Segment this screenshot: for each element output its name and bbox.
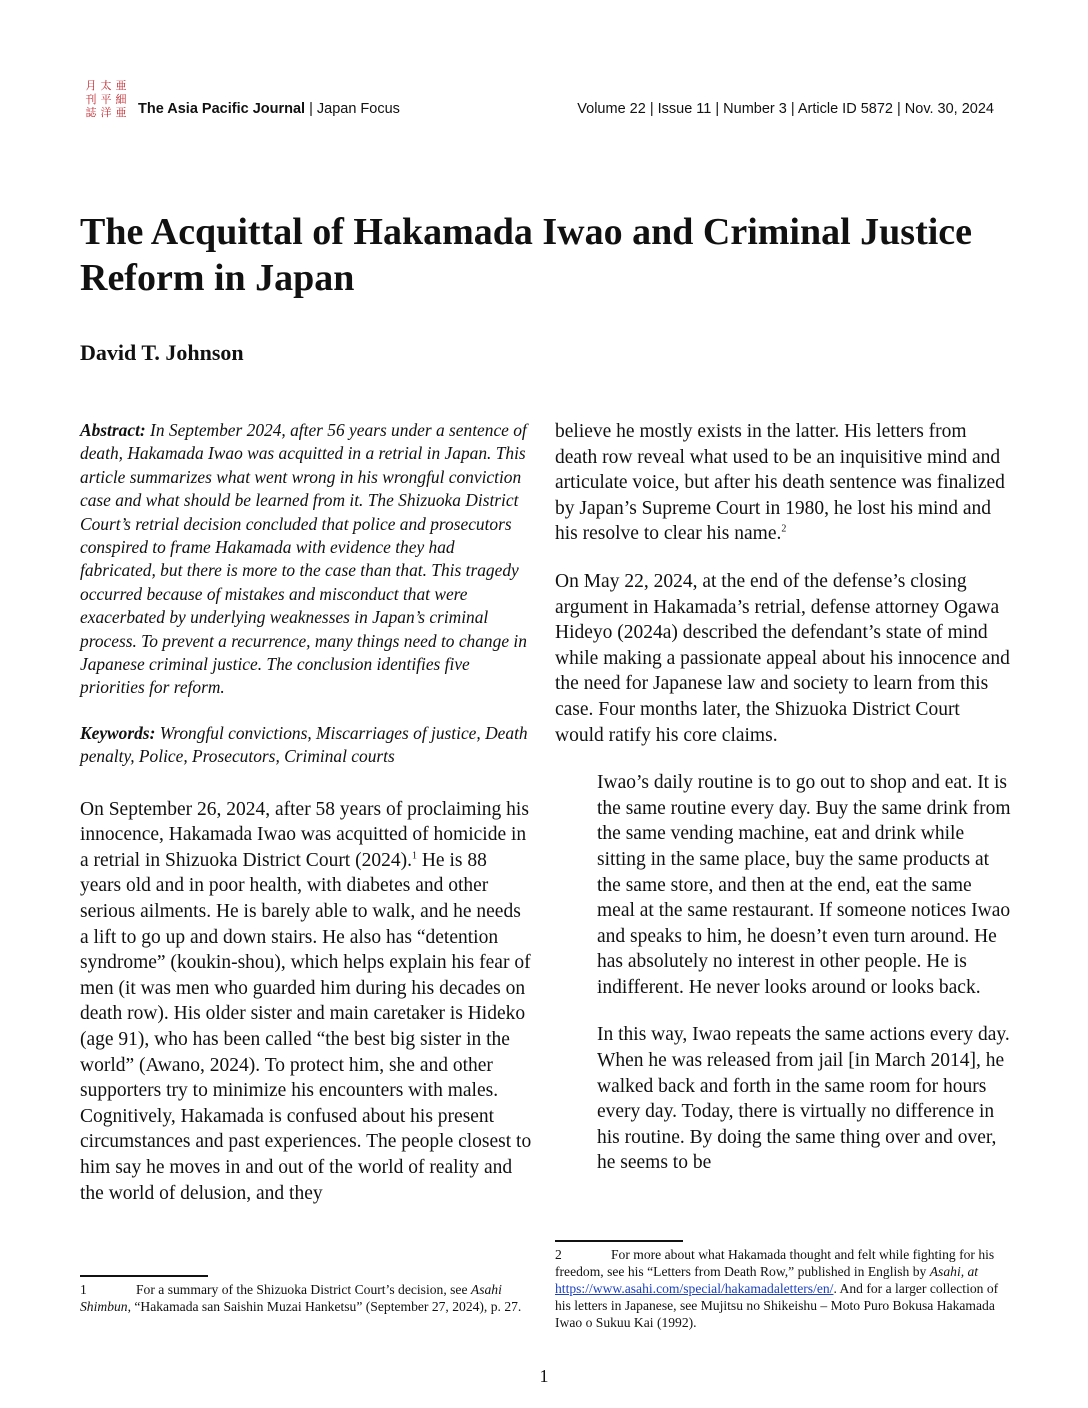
footnote-italic: Asahi Shimbun xyxy=(80,1282,502,1314)
page-number: 1 xyxy=(539,1366,549,1386)
footnote-text: For a summary of the Shizuoka District Court’s decision, see xyxy=(136,1282,471,1297)
logo-char: 洋 xyxy=(100,106,112,120)
footnote-italic: Asahi, at xyxy=(929,1264,979,1279)
article-author: David T. Johnson xyxy=(80,340,244,365)
footnote-text: . And for a larger collection of his letters in Japanese, see Mujitsu no Shikeishu – Moto Puro Bokusa Hakamada Iwao o Sukuu Kai (1992). xyxy=(555,1281,999,1330)
footnote-text: For more about what Hakamada thought and felt while fighting for his freedom, see his “Letters from Death Row,” published in English by xyxy=(555,1247,995,1279)
footnote-number: 1 xyxy=(80,1282,87,1297)
block-quote: In this way, Iwao repeats the same actions every day. When he was released from jail [in March 2014], he walked back and forth in the same room for hours every day. Today, there is virtually no difference in his routine. By doing the same thing over and over, he seems to be xyxy=(597,1024,1010,1174)
logo-char: 亜 xyxy=(115,79,127,92)
footnote-text: , “Hakamada san Saishin Muzai Hanketsu” (September 27, 2024), p. 27. xyxy=(127,1299,522,1314)
journal-name: The Asia Pacific Journal xyxy=(138,101,306,117)
footnote-number: 2 xyxy=(555,1247,562,1262)
journal-subtitle: | Japan Focus xyxy=(305,101,400,117)
footnote-divider xyxy=(555,1240,683,1242)
article-title: The Acquittal of Hakamada Iwao and Criminal Justice Reform in Japan xyxy=(80,211,973,299)
body-text: believe he mostly exists in the latter. His letters from death row reveal what used to be an inquisitive mind and articulate voice, but after his death sentence was finalized by Japan’s Supreme Court in 1980, he lost his mind and his resolve to clear his name. xyxy=(555,421,1005,545)
block-quote: Iwao’s daily routine is to go out to shop and eat. It is the same routine every day. Buy the same drink from the same vending machine, eat and drink while sitting in the same place, buy the same products at the same store, and then at the end, eat the same meal at the same restaurant. If someone notices Iwao and speaks to him, he doesn’t even turn around. He has absolutely no interest in other people. He is indifferent. He never looks around or looks back. xyxy=(597,772,1011,998)
issue-info: Volume 22 | Issue 11 | Number 3 | Article ID 5872 | Nov. 30, 2024 xyxy=(577,101,994,117)
right-column xyxy=(555,419,1013,1176)
footnote-2 xyxy=(555,1246,1013,1331)
body-text: On September 26, 2024, after 58 years of proclaiming his innocence, Hakamada Iwao was acquitted of homicide in a retrial in Shizuoka District Court (2024). xyxy=(80,798,529,871)
body-paragraph: On May 22, 2024, at the end of the defense’s closing argument in Hakamada’s retrial, defense attorney Ogawa Hideyo (2024a) described the defendant’s state of mind while making a passionate appeal about his innocence and the need for Japanese law and society to learn from this case. Four months later, the Shizuoka District Court would ratify his core claims. xyxy=(555,570,1010,746)
journal-title xyxy=(138,101,400,117)
body-text: He is 88 years old and in poor health, with diabetes and other serious ailments. He is barely able to walk, and he needs a lift to go up and down stairs. He also has “detention syndrome” (koukin-shou), which helps explain his fear of men (it was men who guarded him during his decades on death row). His older sister and main caretaker is Hideko (age 91), who has been called “the best big sister in the world” (Awano, 2024). To protect him, she and other supporters try to minimize his encounters with males. Cognitively, Hakamada is confused about his present circumstances and past experiences. The people closest to him say he moves in and out of the world of reality and the world of delusion, and they xyxy=(80,849,532,1204)
journal-logo xyxy=(84,80,128,120)
body-paragraph xyxy=(555,419,1013,547)
body-paragraph xyxy=(80,797,532,1207)
logo-char: 月 xyxy=(85,79,97,92)
footnote-ref[interactable]: 2 xyxy=(781,523,787,535)
logo-char: 平 xyxy=(100,92,112,106)
logo-char: 誌 xyxy=(85,106,97,120)
left-column xyxy=(80,419,532,1206)
logo-char: 太 xyxy=(100,79,112,92)
abstract xyxy=(80,419,532,700)
letters-link[interactable]: https://www.asahi.com/special/hakamadaletters/en/ xyxy=(555,1281,834,1296)
footnote-1 xyxy=(80,1281,532,1315)
journal-header xyxy=(84,80,994,124)
keywords-label: Keywords: xyxy=(80,722,156,743)
keywords xyxy=(80,722,532,769)
footnote-divider xyxy=(80,1275,208,1277)
footnote-ref[interactable]: 1 xyxy=(411,850,417,862)
logo-char: 細 xyxy=(115,92,127,106)
keywords-text: Wrongful convictions, Miscarriages of justice, Death penalty, Police, Prosecutors, Criminal courts xyxy=(80,722,528,767)
logo-char: 亜 xyxy=(115,106,127,120)
abstract-text: In September 2024, after 56 years under a sentence of death, Hakamada Iwao was acquitted in a retrial in Japan. This article summarizes what went wrong in his wrongful conviction case and what should be learned from it. The Shizuoka District Court’s retrial decision concluded that police and prosecutors conspired to frame Hakamada with evidence they had fabricated, but there is more to the case than that. This tragedy occurred because of mistakes and misconduct that were exacerbated by underlying weaknesses in Japan’s criminal process. To prevent a recurrence, many things need to change in Japanese criminal justice. The conclusion identifies five priorities for reform. xyxy=(80,420,527,698)
abstract-label: Abstract: xyxy=(80,420,146,440)
logo-char: 刊 xyxy=(85,92,97,106)
